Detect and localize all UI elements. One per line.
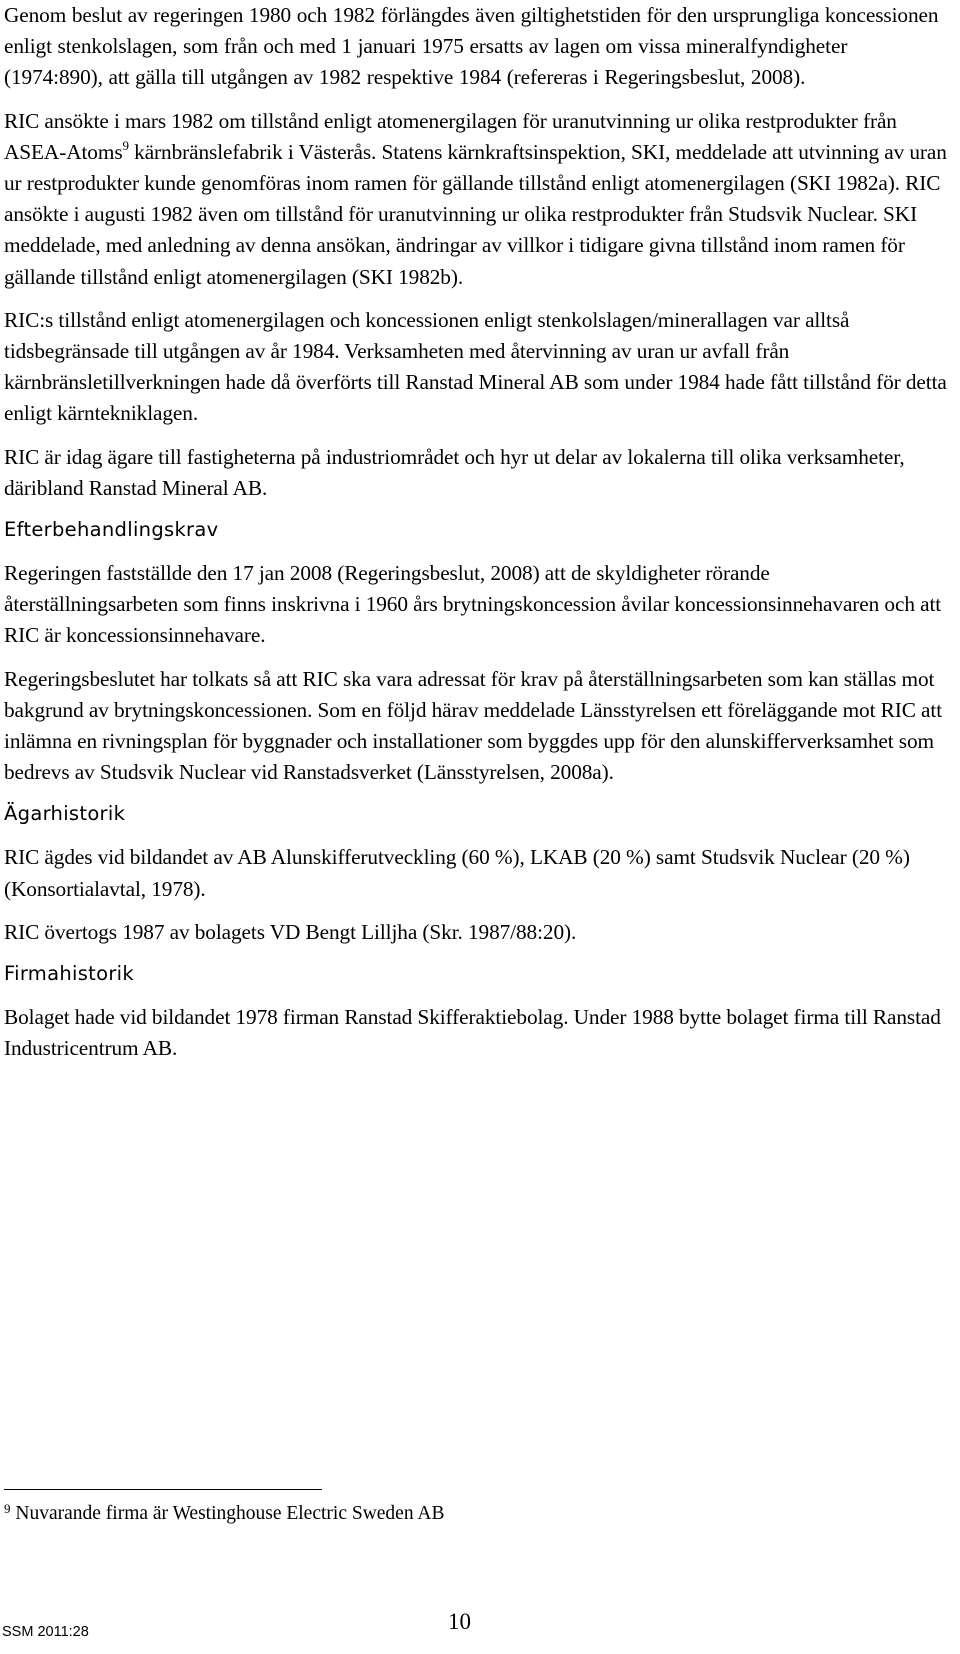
paragraph: Regeringen fastställde den 17 jan 2008 (Regeringsbeslut, 2008) att de skyldigheter rörande återställningsarbeten som finns inskrivna i 1960 års brytningskoncession åvilar koncessionsinnehavaren och att RIC är koncessionsinnehavare. <box>4 561 942 648</box>
paragraph: RIC:s tillstånd enligt atomenergilagen och koncessionen enligt stenkolslagen/minerallagen var alltså tidsbegränsade till utgången av år 1984. Verksamheten med återvinning av uran ur avfall från kärnbränsletillverkningen hade då överförts till Ranstad Mineral AB som under 1984 hade fått tillstånd för detta enligt kärntekniklagen. <box>4 307 947 426</box>
paragraph: RIC är idag ägare till fastigheterna på industriområdet och hyr ut delar av lokalerna till olika verksamheter, däribland Ranstad Mineral AB. <box>4 444 905 500</box>
footnote-number: 9 <box>4 1501 11 1516</box>
body-text <box>4 0 948 1076</box>
paragraph: Regeringsbeslutet har tolkats så att RIC ska vara adressat för krav på återställningsarbeten som kan ställas mot bakgrund av brytningskoncessionen. Som en följd härav meddelade Länsstyrelsen ett föreläggande mot RIC att inlämna en rivningsplan för byggnader och installationer som byggdes upp för den alunskifferverksamhet som bedrevs av Studsvik Nuclear vid Ranstadsverket (Länsstyrelsen, 2008a). <box>4 666 943 785</box>
paragraph <box>4 106 948 293</box>
report-id: SSM 2011:28 <box>2 1624 89 1640</box>
page-number: 10 <box>448 1609 471 1634</box>
section-heading: Efterbehandlingskrav <box>4 518 219 542</box>
paragraph: RIC ägdes vid bildandet av AB Alunskifferutveckling (60 %), LKAB (20 %) samt Studsvik Nuclear (20 %) (Konsortialavtal, 1978). <box>4 845 910 901</box>
footnote-reference[interactable]: 9 <box>122 137 129 153</box>
paragraph: Bolaget hade vid bildandet 1978 firman Ranstad Skifferaktiebolag. Under 1988 bytte bolaget firma till Ranstad Industricentrum AB. <box>4 1005 941 1061</box>
section-heading: Firmahistorik <box>4 962 134 986</box>
paragraph-text: RIC ansökte i mars 1982 om tillstånd enligt atomenergilagen för uranutvinning ur olika restprodukter från ASEA-Atoms <box>4 108 897 164</box>
footnote <box>4 1500 804 1528</box>
footnote-divider <box>4 1489 322 1490</box>
paragraph: Genom beslut av regeringen 1980 och 1982 förlängdes även giltighetstiden för den ursprungliga koncessionen enligt stenkolslagen, som från och med 1 januari 1975 ersatts av lagen om vissa mineralfyndigheter (1974:890), att gälla till utgången av 1982 respektive 1984 (refereras i Regeringsbeslut, 2008). <box>4 3 939 90</box>
paragraph-text: kärnbränslefabrik i Västerås. Statens kärnkraftsinspektion, SKI, meddelade att utvinning av uran ur restprodukter kunde genomföras inom ramen för gällande tillstånd enligt atomenergilagen (SKI 1982a). RIC ansökte i augusti 1982 även om tillstånd för uranutvinning ur olika restprodukter från Studsvik Nuclear. SKI meddelade, med anledning av denna ansökan, ändringar av villkor i tidigare givna tillstånd inom ramen för gällande tillstånd enligt atomenergilagen (SKI 1982b). <box>4 139 947 289</box>
paragraph: RIC övertogs 1987 av bolagets VD Bengt Lilljha (Skr. 1987/88:20). <box>4 919 577 944</box>
footnote-text: Nuvarande firma är Westinghouse Electric Sweden AB <box>10 1503 445 1524</box>
section-heading: Ägarhistorik <box>4 802 126 826</box>
